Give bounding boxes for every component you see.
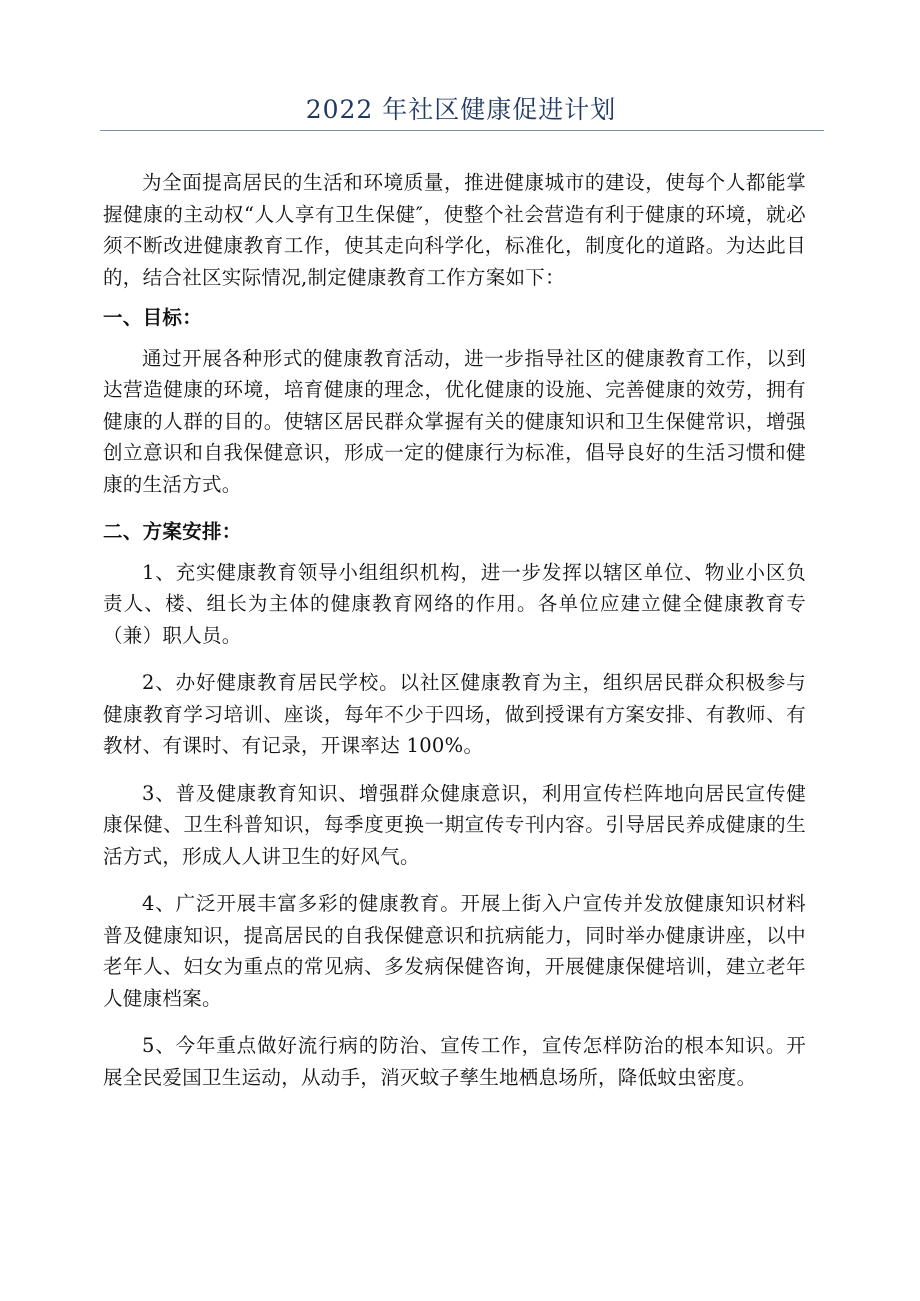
plan-item-3: 3、普及健康教育知识、增强群众健康意识，利用宣传栏阵地向居民宣传健康保健、卫生科普知识，每季度更换一期宣传专刊内容。引导居民养成健康的生活方式，形成人人讲卫生的好风气。 xyxy=(103,781,806,868)
plan-item-2: 2、办好健康教育居民学校。以社区健康教育为主，组织居民群众积极参与健康教育学习培训、座谈，每年不少于四场，做到授课有方案安排、有教师、有教材、有课时、有记录，开课率达 100%。 xyxy=(103,671,806,757)
plan-item-4: 4、广泛开展丰富多彩的健康教育。开展上街入户宣传并发放健康知识材料普及健康知识，提高居民的自我保健意识和抗病能力，同时举办健康讲座，以中老年人、妇女为重点的常见病、多发病保健咨询，开展健康保健培训，建立老年人健康档案。 xyxy=(103,892,806,1010)
section-heading-goals: 一、目标： xyxy=(103,306,203,329)
goals-paragraph: 通过开展各种形式的健康教育活动，进一步指导社区的健康教育工作，以到达营造健康的环境，培育健康的理念，优化健康的设施、完善健康的效劳，拥有健康的人群的目的。使辖区居民群众掌握有关的健康知识和卫生保健常识，增强创立意识和自我保健意识，形成一定的健康行为标准，倡导良好的生活习惯和健康的生活方式。 xyxy=(103,346,806,496)
plan-item-1: 1、充实健康教育领导小组组织机构，进一步发挥以辖区单位、物业小区负责人、楼、组长为主体的健康教育网络的作用。各单位应建立健全健康教育专（兼）职人员。 xyxy=(103,560,806,647)
intro-paragraph: 为全面提高居民的生活和环境质量，推进健康城市的建设，使每个人都能掌握健康的主动权“人人享有卫生保健″，使整个社会营造有利于健康的环境，就必须不断改进健康教育工作，使其走向科学化，标准化，制度化的道路。为达此目的，结合社区实际情况,制定健康教育工作方案如下： xyxy=(103,171,806,289)
document-title: 2022 年社区健康促进计划 xyxy=(305,95,617,124)
document-body xyxy=(103,167,806,1093)
plan-item-5: 5、今年重点做好流行病的防治、宣传工作，宣传怎样防治的根本知识。开展全民爱国卫生运动，从动手，消灭蚊子孳生地栖息场所，降低蚊虫密度。 xyxy=(103,1034,806,1089)
title-divider xyxy=(100,130,824,131)
section-heading-plan: 二、方案安排： xyxy=(103,520,242,543)
